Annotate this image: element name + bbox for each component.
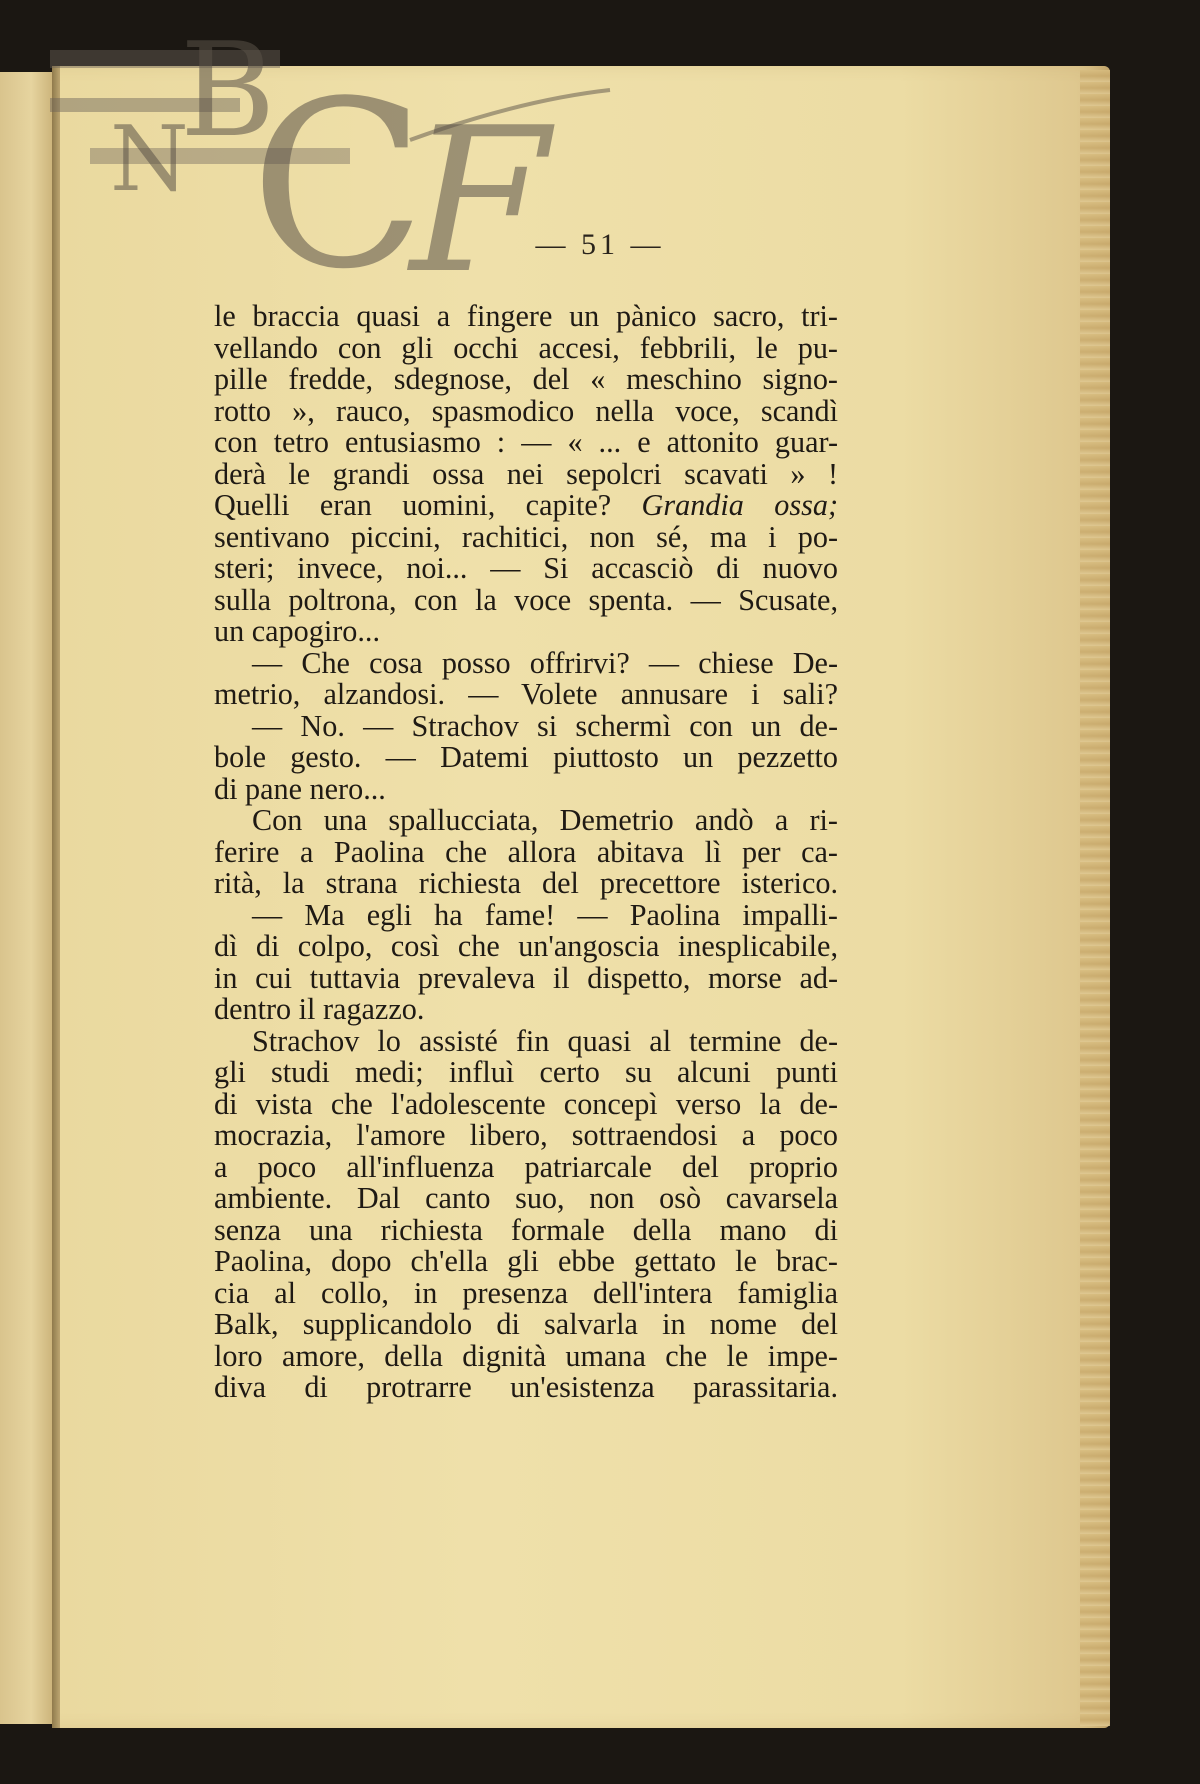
text-line (214, 708, 838, 743)
text-line (214, 1309, 838, 1341)
page-fore-edge (1080, 70, 1110, 1726)
text-line (214, 1372, 838, 1404)
text-line (214, 553, 838, 585)
italic-phrase: Grandia ossa; (641, 488, 838, 522)
text-line-content: — Che cosa posso offrirvi? — chiese De- (252, 645, 838, 680)
text-line-content: senza una richiesta formale della mano di (214, 1212, 838, 1247)
text-line-content: ferire a Paolina che allora abitava lì per ca- (214, 834, 838, 869)
text-line-content: derà le grandi ossa nei sepolcri scavati » ! (214, 456, 838, 491)
text-line-content: rotto », rauco, spasmodico nella voce, scandì (214, 393, 838, 428)
text-line (214, 771, 838, 806)
text-line (214, 1149, 838, 1184)
text-line-content: — No. — Strachov si schermì con un de- (252, 708, 838, 743)
text-line-content: sentivano piccini, rachitici, non sé, ma i po- (214, 519, 838, 554)
text-line (214, 834, 838, 869)
text-line (214, 364, 838, 396)
text-line (214, 582, 838, 617)
text-line (214, 897, 838, 932)
text-line (214, 1023, 838, 1058)
text-line (214, 1183, 838, 1215)
text-line-content: di pane nero... (214, 771, 386, 806)
text-line (214, 805, 838, 837)
text-line (214, 645, 838, 680)
text-line-content: dentro il ragazzo. (214, 992, 425, 1026)
text-line-content: pille fredde, sdegnose, del « meschino signo- (214, 362, 838, 396)
text-line-content: dì di colpo, così che un'angoscia inesplicabile, (214, 929, 838, 963)
text-line (214, 1120, 838, 1152)
watermark-letter-f: F (410, 85, 549, 300)
text-line-content: le braccia quasi a fingere un pànico sacro, tri- (214, 299, 838, 333)
text-line-content: metrio, alzandosi. — Volete annusare i sali? (214, 677, 838, 711)
text-line (214, 519, 838, 554)
text-line (214, 1275, 838, 1310)
watermark-letter-b: B (180, 30, 276, 166)
watermark-letter-n: N (110, 107, 189, 212)
text-line-content: loro amore, della dignità umana che le impe- (214, 1338, 838, 1373)
text-line (214, 868, 838, 900)
text-line-content: Con una spallucciata, Demetrio andò a ri- (252, 803, 838, 837)
text-line-content: Balk, supplicandolo di salvarla in nome del (214, 1307, 838, 1341)
text-line-content: — Ma egli ha fame! — Paolina impalli- (252, 897, 838, 932)
text-line-content: sulla poltrona, con la voce spenta. — Scusate, (214, 582, 838, 617)
text-line (214, 427, 838, 459)
page-number: — 51 — (535, 228, 665, 261)
text-line (214, 301, 838, 333)
text-line (214, 616, 838, 648)
text-line-content: in cui tuttavia prevaleva il dispetto, morse ad- (214, 960, 838, 995)
text-line (214, 1057, 838, 1089)
text-line-content: diva di protrarre un'esistenza parassitaria. (214, 1370, 838, 1404)
text-line (214, 1212, 838, 1247)
text-line (214, 994, 838, 1026)
text-line-content: un capogiro... (214, 614, 380, 648)
text-line (214, 960, 838, 995)
text-line (214, 393, 838, 428)
text-line (214, 1246, 838, 1278)
text-line-content: rità, la strana richiesta del precettore isterico. (214, 866, 838, 900)
text-line (214, 490, 838, 522)
text-line-content: cia al collo, in presenza dell'intera famiglia (214, 1275, 838, 1310)
text-line (214, 1338, 838, 1373)
text-line (214, 1086, 838, 1121)
text-line-content: Paolina, dopo ch'ella gli ebbe gettato le brac- (214, 1244, 838, 1278)
watermark-letter-c: C (250, 53, 426, 300)
text-line-content: steri; invece, noi... — Si accasciò di nuovo (214, 551, 838, 585)
text-line-content: Quelli eran uomini, capite? (214, 488, 642, 522)
text-line-content: di vista che l'adolescente concepì verso la de- (214, 1086, 838, 1121)
body-text (214, 301, 838, 1404)
text-line-content: gli studi medi; influì certo su alcuni punti (214, 1055, 838, 1089)
text-line-content: a poco all'influenza patriarcale del proprio (214, 1149, 838, 1184)
left-page-edge (0, 72, 55, 1724)
text-line-content: Strachov lo assisté fin quasi al termine de- (252, 1023, 838, 1058)
text-line (214, 931, 838, 963)
text-line (214, 679, 838, 711)
text-line (214, 456, 838, 491)
text-line-content: vellando con gli occhi accesi, febbrili, le pu- (214, 330, 838, 365)
text-line-content: mocrazia, l'amore libero, sottraendosi a poco (214, 1118, 838, 1152)
text-line-content: ambiente. Dal canto suo, non osò cavarsela (214, 1181, 838, 1215)
text-line-content: con tetro entusiasmo : — « ... e attonito guar- (214, 425, 838, 459)
text-line (214, 330, 838, 365)
text-line (214, 742, 838, 774)
text-line-content: bole gesto. — Datemi piuttosto un pezzetto (214, 740, 838, 774)
